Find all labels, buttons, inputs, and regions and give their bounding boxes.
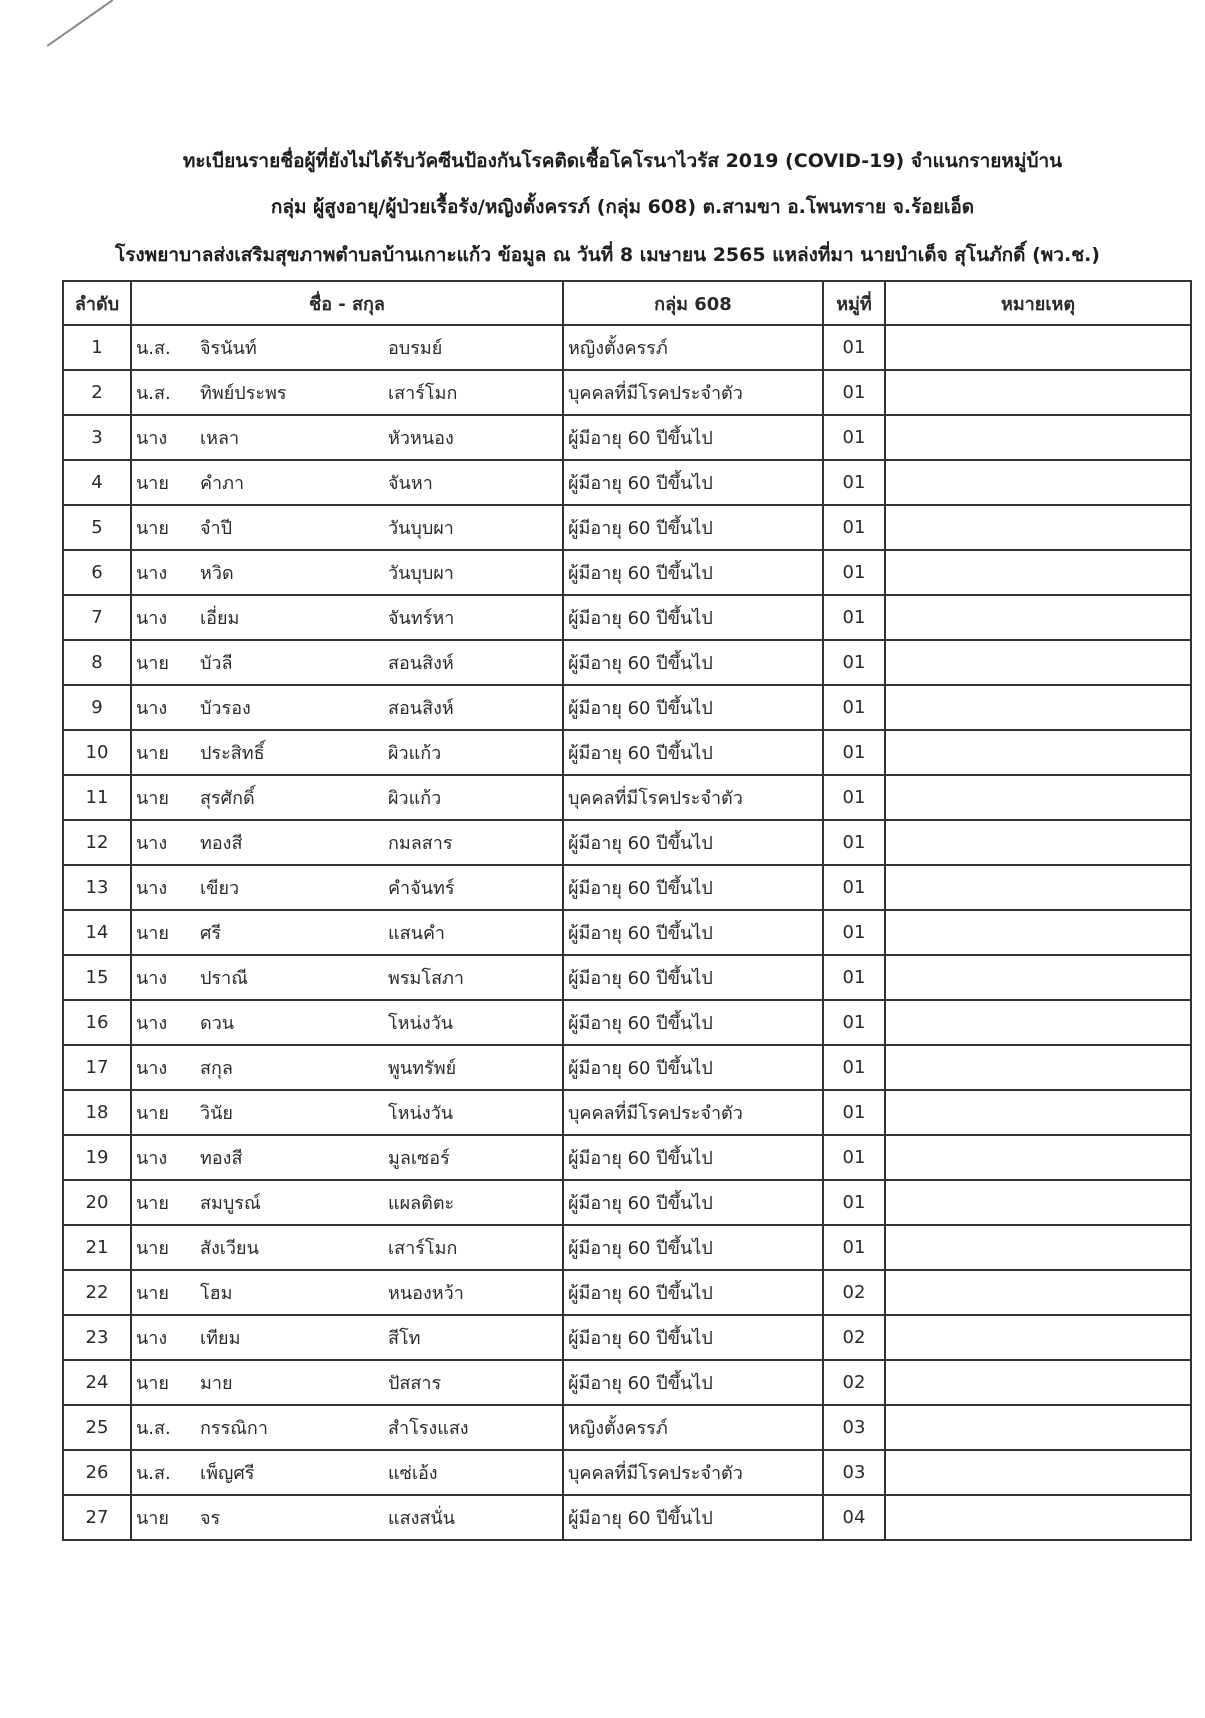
first-name: สังเวียน <box>196 1225 384 1270</box>
group-608: ผู้มีอายุ 60 ปีขึ้นไป <box>563 865 823 910</box>
surname: แซ่เอ้ง <box>384 1450 563 1495</box>
name-prefix: นาง <box>131 550 196 595</box>
document-title: ทะเบียนรายชื่อผู้ที่ยังไม่ได้รับวัคซีนป้องกันโรคติดเชื้อโคโรนาไวรัส 2019 (COVID-19) จำแนกรายหมู่บ้าน <box>182 150 1063 172</box>
row-number: 27 <box>63 1495 131 1540</box>
remark-cell <box>885 505 1191 550</box>
row-number: 23 <box>63 1315 131 1360</box>
name-prefix: นาย <box>131 910 196 955</box>
group-608: ผู้มีอายุ 60 ปีขึ้นไป <box>563 415 823 460</box>
surname: ปัสสาร <box>384 1360 563 1405</box>
surname: หนองหว้า <box>384 1270 563 1315</box>
surname: สอนสิงห์ <box>384 685 563 730</box>
group-608: ผู้มีอายุ 60 ปีขึ้นไป <box>563 1180 823 1225</box>
row-number: 14 <box>63 910 131 955</box>
group-608: ผู้มีอายุ 60 ปีขึ้นไป <box>563 595 823 640</box>
first-name: โฮม <box>196 1270 384 1315</box>
group-608: ผู้มีอายุ 60 ปีขึ้นไป <box>563 730 823 775</box>
village-no: 01 <box>823 1045 885 1090</box>
group-608: ผู้มีอายุ 60 ปีขึ้นไป <box>563 955 823 1000</box>
table-row <box>63 1450 1191 1495</box>
table-row <box>63 1405 1191 1450</box>
group-608: ผู้มีอายุ 60 ปีขึ้นไป <box>563 820 823 865</box>
surname: คำจันทร์ <box>384 865 563 910</box>
table-row <box>63 1045 1191 1090</box>
table-row <box>63 460 1191 505</box>
row-number: 18 <box>63 1090 131 1135</box>
name-prefix: นาง <box>131 1135 196 1180</box>
table-row <box>63 370 1191 415</box>
first-name: เขียว <box>196 865 384 910</box>
village-no: 01 <box>823 325 885 370</box>
village-no: 01 <box>823 1225 885 1270</box>
remark-cell <box>885 595 1191 640</box>
name-prefix: นาง <box>131 1315 196 1360</box>
first-name: บัวลี <box>196 640 384 685</box>
document-source-line: โรงพยาบาลส่งเสริมสุขภาพตำบลบ้านเกาะแก้ว ข้อมูล ณ วันที่ 8 เมษายน 2565 แหล่งที่มา นายบำเด็จ สุโนภักดิ์ (พว.ช.) <box>114 244 1100 266</box>
table-row <box>63 325 1191 370</box>
row-number: 4 <box>63 460 131 505</box>
row-number: 9 <box>63 685 131 730</box>
remark-cell <box>885 1045 1191 1090</box>
village-no: 01 <box>823 730 885 775</box>
surname: จันทร์หา <box>384 595 563 640</box>
name-prefix: นาง <box>131 955 196 1000</box>
remark-cell <box>885 685 1191 730</box>
row-number: 10 <box>63 730 131 775</box>
first-name: กรรณิกา <box>196 1405 384 1450</box>
first-name: สกุล <box>196 1045 384 1090</box>
remark-cell <box>885 1315 1191 1360</box>
group-608: ผู้มีอายุ 60 ปีขึ้นไป <box>563 910 823 955</box>
table-row <box>63 955 1191 1000</box>
first-name: ปราณี <box>196 955 384 1000</box>
table-row <box>63 1135 1191 1180</box>
row-number: 20 <box>63 1180 131 1225</box>
row-number: 17 <box>63 1045 131 1090</box>
remark-cell <box>885 325 1191 370</box>
surname: อบรมย์ <box>384 325 563 370</box>
remark-cell <box>885 820 1191 865</box>
village-no: 01 <box>823 460 885 505</box>
group-608: ผู้มีอายุ 60 ปีขึ้นไป <box>563 1315 823 1360</box>
table-row <box>63 1360 1191 1405</box>
first-name: ประสิทธิ์ <box>196 730 384 775</box>
pen-mark <box>47 0 114 47</box>
remark-cell <box>885 775 1191 820</box>
row-number: 1 <box>63 325 131 370</box>
row-number: 21 <box>63 1225 131 1270</box>
first-name: ทองสี <box>196 820 384 865</box>
table-row <box>63 1180 1191 1225</box>
name-prefix: นาง <box>131 685 196 730</box>
row-number: 7 <box>63 595 131 640</box>
registry-table <box>62 280 1192 1541</box>
surname: หัวหนอง <box>384 415 563 460</box>
table-row <box>63 1090 1191 1135</box>
document-subtitle: กลุ่ม ผู้สูงอายุ/ผู้ป่วยเรื้อรัง/หญิงตั้งครรภ์ (กลุ่ม 608) ต.สามขา อ.โพนทราย จ.ร้อยเอ็ด <box>270 196 975 218</box>
village-no: 02 <box>823 1360 885 1405</box>
first-name: จร <box>196 1495 384 1540</box>
village-no: 01 <box>823 1135 885 1180</box>
surname: วันบุบผา <box>384 505 563 550</box>
surname: พูนทรัพย์ <box>384 1045 563 1090</box>
header-remark: หมายเหตุ <box>885 281 1191 325</box>
first-name: คำภา <box>196 460 384 505</box>
surname: แสนคำ <box>384 910 563 955</box>
name-prefix: นาง <box>131 1045 196 1090</box>
village-no: 01 <box>823 595 885 640</box>
group-608: ผู้มีอายุ 60 ปีขึ้นไป <box>563 1000 823 1045</box>
group-608: ผู้มีอายุ 60 ปีขึ้นไป <box>563 550 823 595</box>
surname: แสงสนั่น <box>384 1495 563 1540</box>
surname: แผลติตะ <box>384 1180 563 1225</box>
surname: จันหา <box>384 460 563 505</box>
name-prefix: นาง <box>131 595 196 640</box>
village-no: 01 <box>823 865 885 910</box>
village-no: 01 <box>823 640 885 685</box>
name-prefix: นาย <box>131 730 196 775</box>
group-608: ผู้มีอายุ 60 ปีขึ้นไป <box>563 1360 823 1405</box>
surname: มูลเซอร์ <box>384 1135 563 1180</box>
remark-cell <box>885 1225 1191 1270</box>
village-no: 01 <box>823 775 885 820</box>
row-number: 11 <box>63 775 131 820</box>
village-no: 01 <box>823 1000 885 1045</box>
table-row <box>63 550 1191 595</box>
village-no: 02 <box>823 1315 885 1360</box>
table-row <box>63 910 1191 955</box>
group-608: ผู้มีอายุ 60 ปีขึ้นไป <box>563 505 823 550</box>
table-row <box>63 775 1191 820</box>
surname: โหน่งวัน <box>384 1090 563 1135</box>
surname: พรมโสภา <box>384 955 563 1000</box>
first-name: ดวน <box>196 1000 384 1045</box>
table-row <box>63 505 1191 550</box>
first-name: เทียม <box>196 1315 384 1360</box>
remark-cell <box>885 1405 1191 1450</box>
group-608: ผู้มีอายุ 60 ปีขึ้นไป <box>563 640 823 685</box>
row-number: 26 <box>63 1450 131 1495</box>
name-prefix: น.ส. <box>131 325 196 370</box>
first-name: หวิด <box>196 550 384 595</box>
remark-cell <box>885 1450 1191 1495</box>
first-name: เหลา <box>196 415 384 460</box>
remark-cell <box>885 1180 1191 1225</box>
group-608: บุคคลที่มีโรคประจำตัว <box>563 1090 823 1135</box>
row-number: 3 <box>63 415 131 460</box>
first-name: สมบูรณ์ <box>196 1180 384 1225</box>
village-no: 01 <box>823 370 885 415</box>
first-name: ศรี <box>196 910 384 955</box>
group-608: หญิงตั้งครรภ์ <box>563 325 823 370</box>
first-name: ทองสี <box>196 1135 384 1180</box>
surname: ผิวแก้ว <box>384 775 563 820</box>
group-608: ผู้มีอายุ 60 ปีขึ้นไป <box>563 1225 823 1270</box>
remark-cell <box>885 550 1191 595</box>
first-name: เพ็ญศรี <box>196 1450 384 1495</box>
group-608: หญิงตั้งครรภ์ <box>563 1405 823 1450</box>
surname: โหน่งวัน <box>384 1000 563 1045</box>
remark-cell <box>885 910 1191 955</box>
first-name: วินัย <box>196 1090 384 1135</box>
header-village: หมู่ที่ <box>823 281 885 325</box>
remark-cell <box>885 460 1191 505</box>
table-row <box>63 415 1191 460</box>
table-header-row <box>63 281 1191 325</box>
group-608: บุคคลที่มีโรคประจำตัว <box>563 370 823 415</box>
table-row <box>63 1000 1191 1045</box>
surname: สำโรงแสง <box>384 1405 563 1450</box>
remark-cell <box>885 1360 1191 1405</box>
name-prefix: นาย <box>131 775 196 820</box>
first-name: มาย <box>196 1360 384 1405</box>
group-608: ผู้มีอายุ 60 ปีขึ้นไป <box>563 685 823 730</box>
name-prefix: นาย <box>131 460 196 505</box>
first-name: เอี่ยม <box>196 595 384 640</box>
table-row <box>63 595 1191 640</box>
remark-cell <box>885 415 1191 460</box>
table-row <box>63 730 1191 775</box>
header-name: ชื่อ - สกุล <box>131 281 563 325</box>
village-no: 01 <box>823 505 885 550</box>
first-name: บัวรอง <box>196 685 384 730</box>
name-prefix: นาย <box>131 1360 196 1405</box>
row-number: 19 <box>63 1135 131 1180</box>
table-row <box>63 865 1191 910</box>
name-prefix: นาย <box>131 1270 196 1315</box>
name-prefix: นาย <box>131 1495 196 1540</box>
row-number: 24 <box>63 1360 131 1405</box>
village-no: 01 <box>823 955 885 1000</box>
remark-cell <box>885 370 1191 415</box>
remark-cell <box>885 1090 1191 1135</box>
table-row <box>63 820 1191 865</box>
village-no: 04 <box>823 1495 885 1540</box>
row-number: 2 <box>63 370 131 415</box>
remark-cell <box>885 1270 1191 1315</box>
village-no: 01 <box>823 550 885 595</box>
surname: กมลสาร <box>384 820 563 865</box>
name-prefix: นาง <box>131 415 196 460</box>
village-no: 03 <box>823 1405 885 1450</box>
group-608: บุคคลที่มีโรคประจำตัว <box>563 1450 823 1495</box>
remark-cell <box>885 1495 1191 1540</box>
surname: เสาร์โมก <box>384 1225 563 1270</box>
header-no: ลำดับ <box>63 281 131 325</box>
remark-cell <box>885 865 1191 910</box>
row-number: 5 <box>63 505 131 550</box>
table-row <box>63 685 1191 730</box>
group-608: ผู้มีอายุ 60 ปีขึ้นไป <box>563 460 823 505</box>
row-number: 15 <box>63 955 131 1000</box>
name-prefix: นาย <box>131 1180 196 1225</box>
surname: เสาร์โมก <box>384 370 563 415</box>
name-prefix: นาย <box>131 1225 196 1270</box>
remark-cell <box>885 640 1191 685</box>
village-no: 01 <box>823 1090 885 1135</box>
table-row <box>63 1225 1191 1270</box>
first-name: ทิพย์ประพร <box>196 370 384 415</box>
row-number: 12 <box>63 820 131 865</box>
name-prefix: นาง <box>131 865 196 910</box>
name-prefix: น.ส. <box>131 370 196 415</box>
village-no: 02 <box>823 1270 885 1315</box>
village-no: 01 <box>823 415 885 460</box>
village-no: 01 <box>823 685 885 730</box>
group-608: บุคคลที่มีโรคประจำตัว <box>563 775 823 820</box>
group-608: ผู้มีอายุ 60 ปีขึ้นไป <box>563 1135 823 1180</box>
name-prefix: น.ส. <box>131 1405 196 1450</box>
name-prefix: นาง <box>131 1000 196 1045</box>
name-prefix: นาย <box>131 1090 196 1135</box>
row-number: 25 <box>63 1405 131 1450</box>
table-row <box>63 640 1191 685</box>
surname: วันบุบผา <box>384 550 563 595</box>
remark-cell <box>885 955 1191 1000</box>
row-number: 8 <box>63 640 131 685</box>
first-name: สุรศักดิ์ <box>196 775 384 820</box>
row-number: 6 <box>63 550 131 595</box>
row-number: 22 <box>63 1270 131 1315</box>
first-name: จิรนันท์ <box>196 325 384 370</box>
row-number: 13 <box>63 865 131 910</box>
group-608: ผู้มีอายุ 60 ปีขึ้นไป <box>563 1495 823 1540</box>
table-row <box>63 1315 1191 1360</box>
village-no: 03 <box>823 1450 885 1495</box>
remark-cell <box>885 1000 1191 1045</box>
village-no: 01 <box>823 820 885 865</box>
surname: สอนสิงห์ <box>384 640 563 685</box>
name-prefix: นาง <box>131 820 196 865</box>
first-name: จำปี <box>196 505 384 550</box>
village-no: 01 <box>823 1180 885 1225</box>
surname: ผิวแก้ว <box>384 730 563 775</box>
table-row <box>63 1495 1191 1540</box>
village-no: 01 <box>823 910 885 955</box>
group-608: ผู้มีอายุ 60 ปีขึ้นไป <box>563 1270 823 1315</box>
name-prefix: น.ส. <box>131 1450 196 1495</box>
table-row <box>63 1270 1191 1315</box>
group-608: ผู้มีอายุ 60 ปีขึ้นไป <box>563 1045 823 1090</box>
row-number: 16 <box>63 1000 131 1045</box>
remark-cell <box>885 1135 1191 1180</box>
header-group: กลุ่ม 608 <box>563 281 823 325</box>
surname: สีโท <box>384 1315 563 1360</box>
name-prefix: นาย <box>131 505 196 550</box>
name-prefix: นาย <box>131 640 196 685</box>
remark-cell <box>885 730 1191 775</box>
